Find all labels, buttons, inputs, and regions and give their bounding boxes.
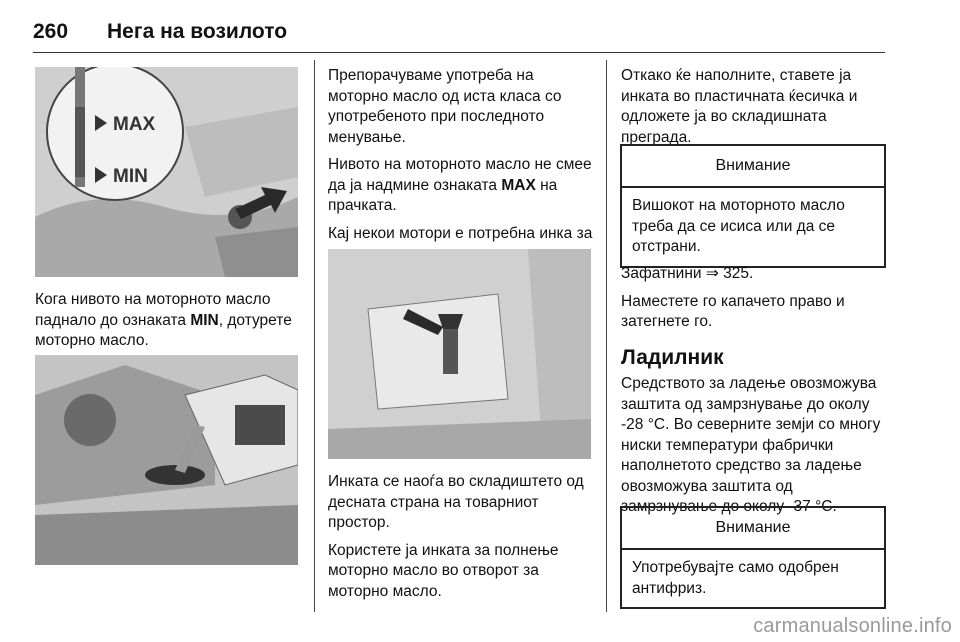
reference-arrow-icon: ⇒ [705,265,724,282]
col3-text-mid [621,264,886,340]
coolant-paragraph: Средството за ладење овозможува заштита од замрзнување до околу -28 °C. Во северните земји со многу ниски температури фабрички наполнетото средство за ладење овозможува заштита од замрзнување до околу -37 °C. [621,375,881,515]
min-bold: MIN [190,311,219,329]
min-level-paragraph: Кога нивото на моторното масло паднало до ознаката MIN, дотурете моторно масло. [35,291,292,349]
oil-filling-figure [35,355,298,565]
funnel-storage-figure [328,249,591,459]
oil-filling-illustration [35,355,298,565]
funnel-use-paragraph: Користете ја инката за полнење моторно масло во отворот за моторно масло. [328,541,559,600]
warning-body-1: Вишокот на моторното масло треба да се исиса или да се отстрани. [632,197,845,255]
warning-box-2 [620,506,886,609]
funnel-location-paragraph: Инката се наоѓа во складиштето од десната страна на товарниот простор. [328,473,584,531]
cap-paragraph: Наместете го капачето право и затегнете го. [621,292,845,330]
warning-title-2: Внимание [622,508,884,550]
dipstick-illustration [35,67,298,277]
page-number: 260 [33,20,69,43]
watermark: carmanualsonline.info [753,615,952,637]
warning-body-2: Употребувајте само одобрен антифриз. [632,559,839,597]
max-bold: MAX [501,176,536,194]
column-divider-1 [314,60,315,612]
col2-text-bottom [328,472,598,609]
capacities-paragraph: Зафатнини ⇒ 325. [621,265,754,282]
column-divider-2 [606,60,607,612]
after-filling-paragraph: Откако ќе наполните, ставете ја инката во пластичната ќесичка и одложете ја во складишната преграда. [621,67,858,146]
page-title: Нега на возилото [107,20,288,43]
page-reference-link[interactable]: 325. [723,265,754,282]
dipstick-figure [35,67,298,277]
max-level-paragraph: Нивото на моторното масло не смее да ја надмине ознаката MAX на прачката. [328,156,592,214]
oil-class-paragraph: Препорачуваме употреба на моторно масло од иста класа со употребеното при последното менување. [328,67,562,146]
col3-text-coolant [621,374,891,525]
col3-text-top [621,66,886,155]
funnel-needed-paragraph: Кај некои мотори е потребна инка за [328,224,593,242]
max-mark-label: MAX [113,114,156,135]
col1-text [35,290,305,359]
coolant-heading: Ладилник [621,346,724,369]
header-rule [33,52,885,53]
min-mark-label: MIN [113,166,148,187]
warning-box-1 [620,144,886,268]
col2-text-top [328,66,593,272]
warning-title-1: Внимание [622,146,884,188]
funnel-storage-illustration [328,249,591,459]
page-header [33,14,885,54]
